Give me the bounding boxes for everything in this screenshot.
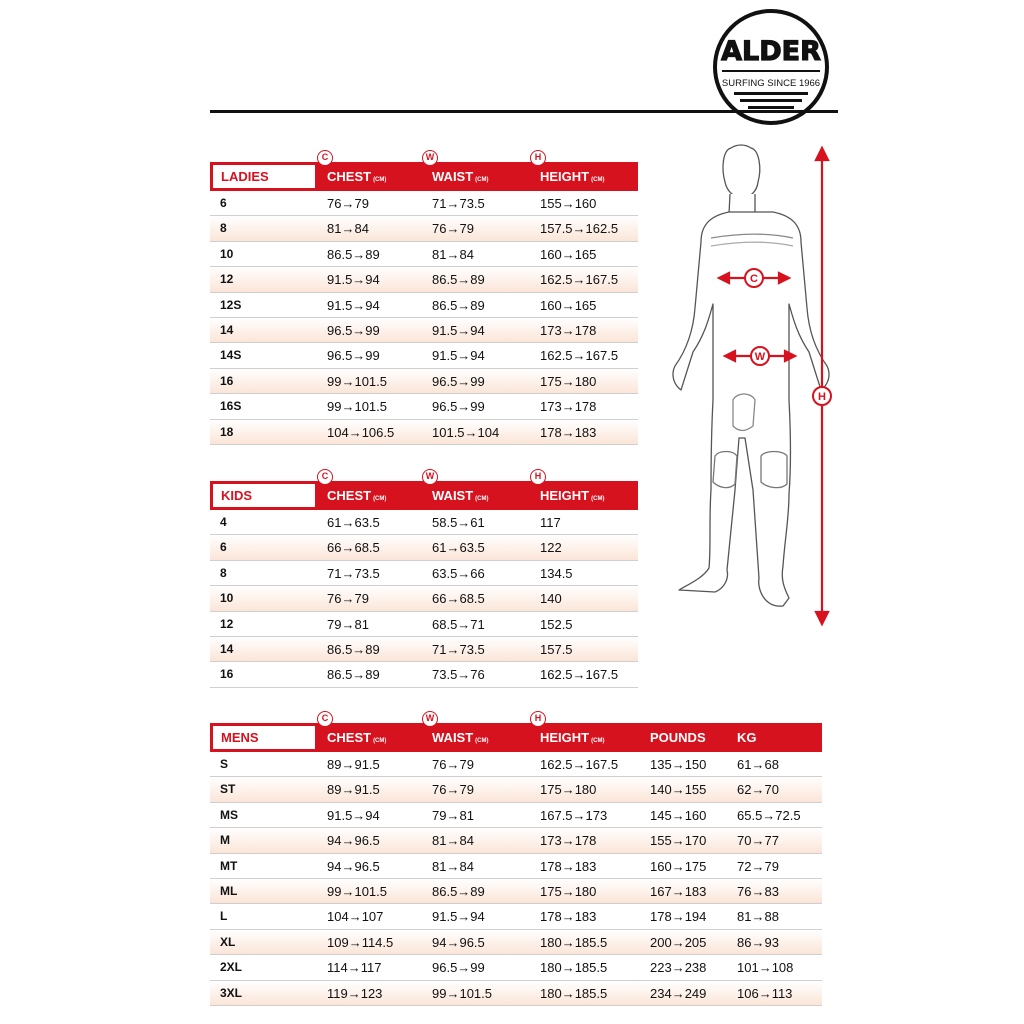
column-marker-badge: C (317, 150, 333, 166)
column-header-waist (432, 481, 489, 510)
column-header-label: KG (737, 730, 757, 745)
measurement-cell: 66→68.5 (432, 591, 485, 607)
measurement-cell: 81→88 (737, 909, 779, 925)
measurement-cell: 89→91.5 (327, 782, 380, 798)
logo-tagline: SURFING SINCE 1966 (721, 78, 821, 89)
column-header-label: CHEST (327, 730, 372, 745)
measurement-cell: 160→175 (650, 858, 707, 874)
measurement-cell: 157.5→162.5 (540, 221, 619, 237)
kids-table-title: KIDS (212, 483, 316, 508)
column-marker-badge: C (317, 469, 333, 485)
measurement-cell: 72→79 (737, 858, 779, 874)
table-row (210, 612, 638, 637)
column-header-waist (432, 723, 489, 752)
column-header-height (540, 723, 604, 752)
size-label: 16 (220, 373, 234, 388)
measurement-cell: 180→185.5 (540, 934, 608, 950)
measurement-cell: 234→249 (650, 985, 707, 1001)
size-label: ML (220, 883, 238, 898)
measurement-cell: 61→68 (737, 757, 779, 772)
table-row (210, 420, 638, 445)
chest-marker: C (750, 273, 758, 285)
measurement-cell: 104→106.5 (327, 424, 395, 440)
measurement-cell: 162.5→167.5 (540, 348, 619, 364)
measurement-cell: 91.5→94 (327, 272, 380, 288)
measurement-cell: 180→185.5 (540, 985, 608, 1001)
measurement-cell: 178→183 (540, 909, 597, 925)
measurement-cell: 71→73.5 (432, 196, 485, 211)
measurement-cell: 178→194 (650, 909, 707, 925)
table-row (210, 242, 638, 267)
column-header-unit: (CM) (591, 177, 605, 183)
alder-logo (712, 8, 830, 126)
column-marker-badge: W (422, 150, 438, 166)
measurement-cell: 173→178 (540, 833, 597, 849)
measurement-cell: 61→63.5 (327, 515, 380, 530)
measurement-cell: 58.5→61 (432, 515, 485, 530)
measurement-cell: 134.5 (540, 565, 573, 581)
measurement-cell: 61→63.5 (432, 540, 485, 556)
size-label: 8 (220, 565, 227, 580)
measurement-cell: 86→93 (737, 934, 779, 950)
table-row (210, 293, 638, 318)
measurement-cell: 109→114.5 (327, 934, 394, 950)
table-row (210, 828, 822, 853)
measurement-cell: 175→180 (540, 373, 597, 389)
column-header-label: CHEST (327, 169, 372, 184)
height-marker: H (818, 391, 826, 403)
measurement-cell: 94→96.5 (327, 833, 380, 849)
measurement-cell: 162.5→167.5 (540, 272, 619, 288)
size-label: 12S (220, 297, 242, 312)
measurement-cell: 86.5→89 (327, 641, 380, 657)
size-label: 8 (220, 221, 227, 236)
column-header-label: WAIST (432, 488, 474, 503)
measurement-cell: 68.5→71 (432, 616, 485, 632)
measurement-cell: 91.5→94 (327, 297, 380, 313)
table-row (210, 510, 638, 535)
measurement-cell: 135→150 (650, 757, 707, 772)
measurement-cell: 66→68.5 (327, 540, 380, 556)
column-header-kg (737, 723, 757, 752)
measurement-cell: 81→84 (432, 833, 474, 849)
measurement-cell: 91.5→94 (432, 322, 485, 338)
kids-size-table (210, 471, 638, 688)
table-row (210, 267, 638, 292)
mens-table-header (210, 713, 822, 752)
measurement-cell: 173→178 (540, 322, 597, 338)
measurement-cell: 76→79 (327, 591, 369, 607)
column-marker-badge: W (422, 469, 438, 485)
size-label: ST (220, 782, 236, 797)
column-header-unit: (CM) (475, 496, 489, 502)
measurement-cell: 99→101.5 (327, 883, 387, 899)
column-header-height (540, 162, 604, 191)
size-label: 3XL (220, 985, 243, 1000)
column-header-label: HEIGHT (540, 488, 590, 503)
size-label: MT (220, 858, 238, 873)
kids-table-header (210, 471, 638, 510)
measurement-cell: 152.5 (540, 616, 573, 632)
column-marker-badge: H (530, 469, 546, 485)
measurement-cell: 173→178 (540, 399, 597, 415)
table-row (210, 777, 822, 802)
table-row (210, 752, 822, 777)
measurement-cell: 96.5→99 (327, 322, 380, 338)
measurement-cell: 145→160 (650, 807, 707, 823)
table-row (210, 394, 638, 419)
measurement-cell: 81→84 (327, 221, 369, 237)
ladies-size-table (210, 152, 638, 445)
waist-marker: W (754, 351, 766, 363)
measurement-cell: 76→83 (737, 883, 779, 899)
measurement-cell: 81→84 (432, 858, 474, 874)
size-label: 10 (220, 246, 234, 261)
measurement-cell: 99→101.5 (327, 373, 387, 389)
column-header-label: CHEST (327, 488, 372, 503)
logo-wordmark: ALDER (721, 36, 821, 67)
column-header-waist (432, 162, 489, 191)
measurement-cell: 81→84 (432, 246, 474, 262)
table-row (210, 803, 822, 828)
measurement-cell: 167.5→173 (540, 807, 608, 823)
table-row (210, 879, 822, 904)
table-row (210, 854, 822, 879)
column-header-unit: (CM) (373, 496, 387, 502)
measurement-cell: 76→79 (327, 196, 369, 211)
measurement-cell: 71→73.5 (327, 565, 380, 581)
measurement-cell: 71→73.5 (432, 641, 485, 657)
table-row (210, 662, 638, 687)
measurement-cell: 91.5→94 (432, 348, 485, 364)
measurement-cell: 178→183 (540, 858, 597, 874)
measurement-cell: 73.5→76 (432, 667, 485, 683)
measurement-cell: 86.5→89 (327, 667, 380, 683)
size-label: 14 (220, 322, 234, 337)
measurement-cell: 175→180 (540, 782, 597, 798)
column-marker-badge: H (530, 711, 546, 727)
size-label: 16 (220, 667, 234, 682)
table-row (210, 586, 638, 611)
column-header-chest (327, 481, 386, 510)
measurement-cell: 96.5→99 (432, 399, 485, 415)
column-header-label: HEIGHT (540, 730, 590, 745)
measurement-cell: 76→79 (432, 757, 474, 772)
measurement-cell: 114→117 (327, 960, 382, 976)
measurement-cell: 104→107 (327, 909, 384, 925)
measurement-cell: 76→79 (432, 221, 474, 237)
measurement-cell: 86.5→89 (432, 272, 485, 288)
table-row (210, 535, 638, 560)
table-row (210, 904, 822, 929)
table-row (210, 343, 638, 368)
table-row (210, 191, 638, 216)
measurement-cell: 89→91.5 (327, 757, 380, 772)
measurement-cell: 117 (540, 515, 561, 530)
size-label: M (220, 833, 230, 848)
size-label: S (220, 757, 229, 771)
size-label: 14S (220, 348, 242, 363)
column-header-chest (327, 162, 386, 191)
measurement-cell: 175→180 (540, 883, 597, 899)
table-row (210, 955, 822, 980)
column-header-unit: (CM) (475, 738, 489, 744)
measurement-cell: 160→165 (540, 246, 597, 262)
measurement-cell: 86.5→89 (432, 883, 485, 899)
column-header-unit: (CM) (591, 738, 605, 744)
measurement-cell: 178→183 (540, 424, 597, 440)
measurement-cell: 122 (540, 540, 562, 556)
measurement-cell: 167→183 (650, 883, 707, 899)
wetsuit-figure (645, 138, 845, 628)
column-header-label: WAIST (432, 169, 474, 184)
measurement-cell: 79→81 (327, 616, 369, 632)
size-label: 18 (220, 424, 234, 439)
measurement-cell: 70→77 (737, 833, 779, 849)
column-header-chest (327, 723, 386, 752)
measurement-cell: 91.5→94 (432, 909, 485, 925)
measurement-cell: 96.5→99 (432, 373, 485, 389)
column-header-height (540, 481, 604, 510)
measurement-cell: 99→101.5 (327, 399, 387, 415)
size-label: MS (220, 807, 238, 822)
measurement-cell: 96.5→99 (432, 960, 485, 976)
measurement-cell: 101.5→104 (432, 424, 500, 440)
table-row (210, 981, 822, 1006)
mens-size-table (210, 713, 822, 1006)
table-row (210, 561, 638, 586)
measurement-cell: 99→101.5 (432, 985, 492, 1001)
measurement-cell: 180→185.5 (540, 960, 608, 976)
measurement-cell: 62→70 (737, 782, 779, 798)
measurement-cell: 101→108 (737, 960, 794, 976)
size-label: 14 (220, 641, 234, 656)
size-label: 12 (220, 272, 234, 287)
table-row (210, 369, 638, 394)
column-header-unit: (CM) (475, 177, 489, 183)
measurement-cell: 223→238 (650, 960, 707, 976)
table-row (210, 318, 638, 343)
mens-table-title: MENS (212, 725, 316, 750)
measurement-cell: 94→96.5 (432, 934, 485, 950)
ladies-table-title: LADIES (212, 164, 316, 189)
measurement-cell: 63.5→66 (432, 565, 485, 581)
measurement-cell: 94→96.5 (327, 858, 380, 874)
measurement-cell: 155→160 (540, 196, 597, 211)
size-label: 6 (220, 540, 227, 555)
column-header-unit: (CM) (373, 177, 387, 183)
column-header-unit: (CM) (373, 738, 387, 744)
column-header-unit: (CM) (591, 496, 605, 502)
column-marker-badge: C (317, 711, 333, 727)
column-header-label: HEIGHT (540, 169, 590, 184)
size-label: 2XL (220, 960, 243, 975)
measurement-cell: 140 (540, 591, 562, 607)
header-divider (210, 110, 838, 113)
column-marker-badge: H (530, 150, 546, 166)
column-header-label: WAIST (432, 730, 474, 745)
measurement-cell: 140→155 (650, 782, 707, 798)
measurement-cell: 91.5→94 (327, 807, 380, 823)
size-label: 12 (220, 616, 234, 631)
size-label: 16S (220, 399, 242, 414)
measurement-cell: 119→123 (327, 985, 383, 1001)
measurement-cell: 155→170 (650, 833, 707, 849)
measurement-cell: 160→165 (540, 297, 597, 313)
measurement-cell: 76→79 (432, 782, 474, 798)
measurement-cell: 65.5→72.5 (737, 807, 801, 823)
size-label: 6 (220, 196, 227, 210)
size-label: L (220, 909, 228, 924)
table-row (210, 216, 638, 241)
ladies-table-header (210, 152, 638, 191)
measurement-cell: 96.5→99 (327, 348, 380, 364)
column-marker-badge: W (422, 711, 438, 727)
measurement-cell: 200→205 (650, 934, 707, 950)
measurement-cell: 86.5→89 (432, 297, 485, 313)
measurement-cell: 162.5→167.5 (540, 757, 619, 772)
measurement-cell: 79→81 (432, 807, 474, 823)
size-label: 4 (220, 515, 227, 529)
size-label: XL (220, 934, 236, 949)
table-row (210, 637, 638, 662)
table-row (210, 930, 822, 955)
column-header-pounds (650, 723, 706, 752)
column-header-label: POUNDS (650, 730, 706, 745)
measurement-cell: 106→113 (737, 985, 793, 1001)
size-label: 10 (220, 591, 234, 606)
measurement-cell: 162.5→167.5 (540, 667, 619, 683)
measurement-cell: 157.5 (540, 641, 573, 657)
measurement-cell: 86.5→89 (327, 246, 380, 262)
